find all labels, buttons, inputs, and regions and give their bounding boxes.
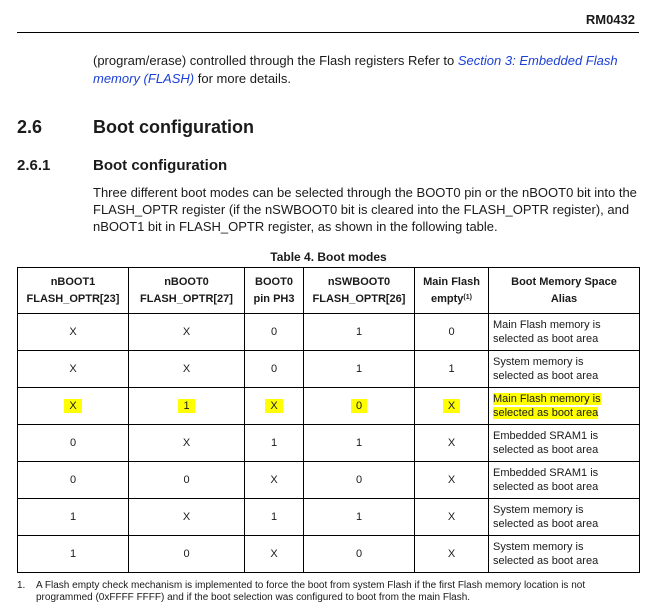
alias-line: Embedded SRAM1 is: [493, 467, 599, 479]
table-row: [18, 462, 640, 499]
cell-value: 1: [448, 363, 455, 375]
document-id: RM0432: [585, 12, 635, 27]
table-cell: [245, 499, 304, 536]
alias-line: System memory is: [493, 541, 584, 553]
cell-value: 1: [355, 511, 363, 523]
table-cell: [245, 388, 304, 425]
alias-cell: [489, 462, 640, 499]
column-header: [18, 268, 129, 314]
alias-cell: [489, 499, 640, 536]
cell-value: 0: [69, 437, 77, 449]
alias-line: selected as boot area: [493, 518, 599, 530]
alias-line: selected as boot area: [493, 407, 599, 419]
cell-value: X: [270, 548, 278, 560]
column-header-line2-text: Alias: [550, 292, 578, 305]
table-cell: [129, 425, 245, 462]
alias-cell: [489, 314, 640, 351]
table-header-row: [18, 268, 640, 314]
table-cell: [304, 388, 415, 425]
alias-cell: [489, 536, 640, 573]
boot-modes-table: [17, 267, 640, 573]
table-cell: [415, 462, 489, 499]
table-cell: [415, 499, 489, 536]
table-cell: [18, 536, 129, 573]
table-cell: [415, 425, 489, 462]
table-cell: [18, 388, 129, 425]
cell-value: X: [182, 363, 191, 375]
table-cell: [18, 499, 129, 536]
column-header-line2-text: FLASH_OPTR[26]: [312, 292, 406, 305]
column-header: [129, 268, 245, 314]
table-cell: [304, 499, 415, 536]
cell-value: 0: [270, 363, 278, 375]
cell-value: X: [265, 399, 282, 413]
table-cell: [304, 314, 415, 351]
table-cell: [18, 351, 129, 388]
table-cell: [129, 351, 245, 388]
cell-value: 1: [69, 548, 77, 560]
alias-line: selected as boot area: [493, 444, 599, 456]
column-header: [304, 268, 415, 314]
footnote-text: A Flash empty check mechanism is implemented to force the boot from system Flash if the first Flash memory location is not programmed (0xFFFF FFFF) and if the boot selection was configured to boot from the main Flash.: [36, 580, 586, 603]
cell-value: 0: [355, 474, 363, 486]
cell-value: 0: [355, 548, 363, 560]
column-header-line2-text: pin PH3: [253, 292, 295, 305]
table-cell: [129, 388, 245, 425]
footnote-number: 1.: [17, 580, 26, 591]
column-header-line2: [245, 291, 303, 308]
table-body: [18, 314, 640, 573]
cell-value: 1: [270, 437, 278, 449]
cell-value: 1: [355, 326, 363, 338]
cell-value: 1: [178, 399, 194, 413]
table-row: [18, 536, 640, 573]
footnote: [17, 580, 639, 604]
header-rule: [17, 32, 639, 33]
cell-value: X: [182, 437, 191, 449]
cell-value: 0: [448, 326, 455, 338]
column-header-line2: [129, 291, 244, 308]
table-cell: [304, 462, 415, 499]
table-row: [18, 425, 640, 462]
cell-value: X: [69, 326, 77, 338]
alias-line: selected as boot area: [493, 555, 599, 567]
alias-cell: [489, 425, 640, 462]
column-header-line1: BOOT0: [255, 275, 293, 288]
table-cell: [129, 314, 245, 351]
body-paragraph: Three different boot modes can be selected through the BOOT0 pin or the nBOOT0 bit into the FLASH_OPTR register (if the nSWBOOT0 bit is cleared into the FLASH_OPTR register), and nBOOT1 bit in FLASH_OPTR register, as shown in the following table.: [93, 185, 637, 234]
table-cell: [415, 388, 489, 425]
column-header-line1: nSWBOOT0: [327, 275, 391, 288]
cell-value: X: [447, 548, 456, 560]
table-caption: Table 4. Boot modes: [270, 250, 387, 264]
column-header: [415, 268, 489, 314]
subsection-title: Boot configuration: [93, 157, 228, 174]
table-row: [18, 388, 640, 425]
cell-value: X: [64, 399, 81, 413]
table-row: [18, 499, 640, 536]
section-title: Boot configuration: [93, 117, 254, 137]
alias-line: Embedded SRAM1 is: [493, 430, 599, 442]
table-cell: [18, 462, 129, 499]
section-number: 2.6: [17, 117, 43, 137]
cell-value: X: [443, 399, 460, 413]
table-row: [18, 314, 640, 351]
cell-value: 0: [183, 474, 190, 486]
cell-value: 0: [351, 399, 367, 413]
column-header-line1: Main Flash: [423, 275, 480, 288]
column-header-line1: Boot Memory Space: [511, 275, 617, 288]
column-header-line2: [415, 291, 488, 308]
cell-value: X: [447, 474, 456, 486]
alias-line: selected as boot area: [493, 333, 599, 345]
table-cell: [245, 314, 304, 351]
alias-line: selected as boot area: [493, 481, 599, 493]
column-header-line1: nBOOT0: [164, 275, 209, 288]
alias-line: Main Flash memory is: [493, 393, 601, 405]
table-cell: [245, 462, 304, 499]
column-header-line2-text: empty: [431, 292, 464, 305]
alias-line: System memory is: [493, 356, 584, 368]
table-cell: [245, 351, 304, 388]
cell-value: X: [69, 363, 77, 375]
cell-value: X: [447, 511, 456, 523]
column-header: [245, 268, 304, 314]
alias-line: System memory is: [493, 504, 584, 516]
column-header-line2-text: FLASH_OPTR[27]: [140, 292, 233, 305]
table-cell: [245, 536, 304, 573]
column-header: [489, 268, 640, 314]
table-cell: [304, 351, 415, 388]
column-header-line1: nBOOT1: [50, 275, 96, 288]
alias-cell: [489, 388, 640, 425]
section-3-link[interactable]: Section 3: Embedded Flash memory (FLASH): [93, 53, 618, 86]
cell-value: 1: [270, 511, 278, 523]
cell-value: X: [447, 437, 456, 449]
footnote-ref: (1): [463, 293, 472, 301]
column-header-line2: [304, 291, 414, 308]
intro-suffix: for more details.: [194, 71, 291, 86]
table-cell: [18, 425, 129, 462]
cell-value: 0: [270, 326, 278, 338]
table-cell: [129, 462, 245, 499]
cell-value: X: [182, 326, 191, 338]
column-header-line2: [18, 291, 128, 308]
cell-value: 0: [183, 548, 190, 560]
table-cell: [304, 425, 415, 462]
table-cell: [415, 314, 489, 351]
column-header-line2-text: FLASH_OPTR[23]: [26, 292, 120, 305]
table-cell: [129, 536, 245, 573]
table-cell: [415, 351, 489, 388]
alias-cell: [489, 351, 640, 388]
cell-value: 1: [69, 511, 77, 523]
table-cell: [18, 314, 129, 351]
intro-prefix: (program/erase) controlled through the Flash registers Refer to: [93, 53, 458, 68]
intro-paragraph: [93, 52, 638, 88]
subsection-number: 2.6.1: [17, 157, 51, 174]
table-row: [18, 351, 640, 388]
table-cell: [415, 536, 489, 573]
cell-value: X: [270, 474, 278, 486]
cell-value: X: [182, 511, 191, 523]
table-cell: [129, 499, 245, 536]
alias-line: selected as boot area: [493, 370, 599, 382]
table-cell: [304, 536, 415, 573]
cell-value: 1: [355, 363, 363, 375]
column-header-line2: [489, 291, 639, 308]
cell-value: 0: [69, 474, 77, 486]
alias-line: Main Flash memory is: [493, 319, 601, 331]
cell-value: 1: [355, 437, 363, 449]
table-cell: [245, 425, 304, 462]
